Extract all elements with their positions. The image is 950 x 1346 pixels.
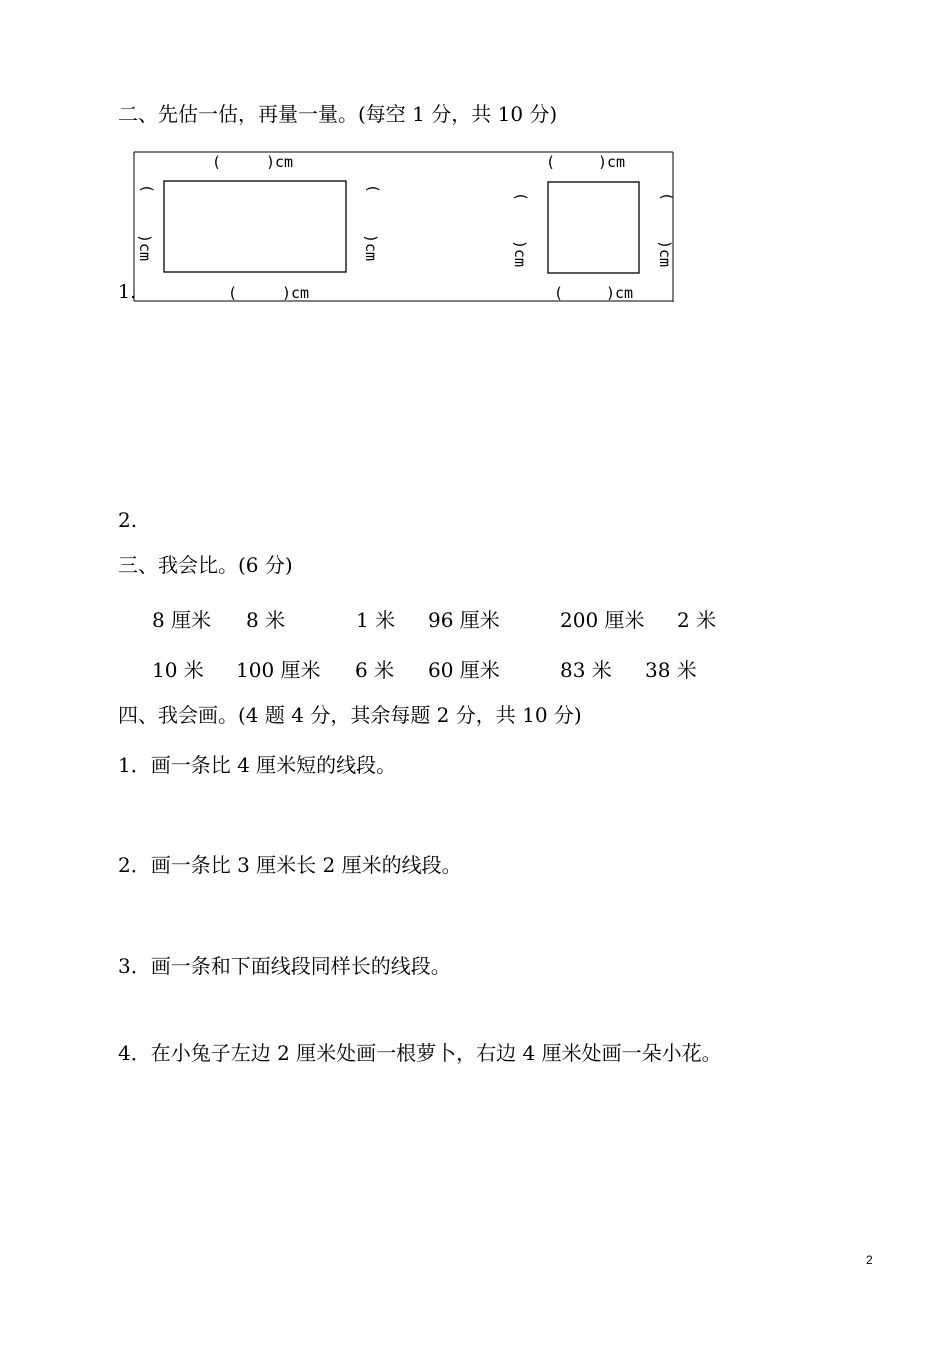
rect-bottom-open-paren: ( — [228, 284, 238, 302]
page-number: 2 — [866, 1253, 873, 1267]
draw-question-4: 4．在小兔子左边 2 厘米处画一根萝卜，右边 4 厘米处画一朵小花。 — [118, 1041, 722, 1065]
section-4-heading: 四、我会画。(4 题 4 分，其余每题 2 分，共 10 分) — [118, 703, 582, 727]
rect-left-cm-label: )cm — [136, 234, 154, 262]
square-bottom-cm-label: )cm — [606, 284, 634, 302]
rect-left-open-paren: ( — [138, 184, 156, 194]
draw-question-2: 2．画一条比 3 厘米长 2 厘米的线段。 — [118, 853, 462, 877]
square-right-cm-label: )cm — [656, 240, 674, 268]
draw-question-1: 1．画一条比 4 厘米短的线段。 — [118, 753, 397, 777]
rect-right-cm-label: )cm — [362, 234, 380, 262]
compare-item: 8 厘米 — [152, 608, 212, 632]
section-2-heading: 二、先估一估，再量一量。(每空 1 分，共 10 分) — [118, 102, 558, 126]
compare-item: 10 米 — [152, 658, 204, 682]
compare-item: 2 米 — [677, 608, 717, 632]
compare-item: 38 米 — [645, 658, 697, 682]
square-top-cm-label: )cm — [598, 153, 626, 171]
rectangle-shape — [164, 181, 346, 272]
measure-figure — [132, 152, 674, 302]
compare-item: 6 米 — [355, 658, 395, 682]
compare-item: 8 米 — [246, 608, 286, 632]
square-bottom-open-paren: ( — [554, 284, 564, 302]
rect-bottom-cm-label: )cm — [282, 284, 310, 302]
rect-top-cm-label: )cm — [266, 153, 294, 171]
square-right-open-paren: ( — [658, 192, 676, 202]
rect-top-open-paren: ( — [212, 153, 222, 171]
compare-item: 1 米 — [356, 608, 396, 632]
compare-item: 60 厘米 — [428, 658, 500, 682]
compare-item: 96 厘米 — [428, 608, 500, 632]
compare-item: 200 厘米 — [560, 608, 645, 632]
square-left-cm-label: )cm — [511, 240, 529, 268]
question-1-number: 1. — [118, 281, 137, 303]
measure-figure-svg — [132, 152, 674, 302]
square-left-open-paren: ( — [512, 192, 530, 202]
question-2-number: 2. — [118, 508, 138, 532]
square-top-open-paren: ( — [546, 153, 556, 171]
draw-question-3: 3．画一条和下面线段同样长的线段。 — [118, 954, 451, 978]
compare-item: 83 米 — [560, 658, 612, 682]
rect-right-open-paren: ( — [364, 184, 382, 194]
square-shape — [548, 182, 639, 273]
compare-item: 100 厘米 — [236, 658, 321, 682]
section-3-heading: 三、我会比。(6 分) — [118, 553, 293, 577]
